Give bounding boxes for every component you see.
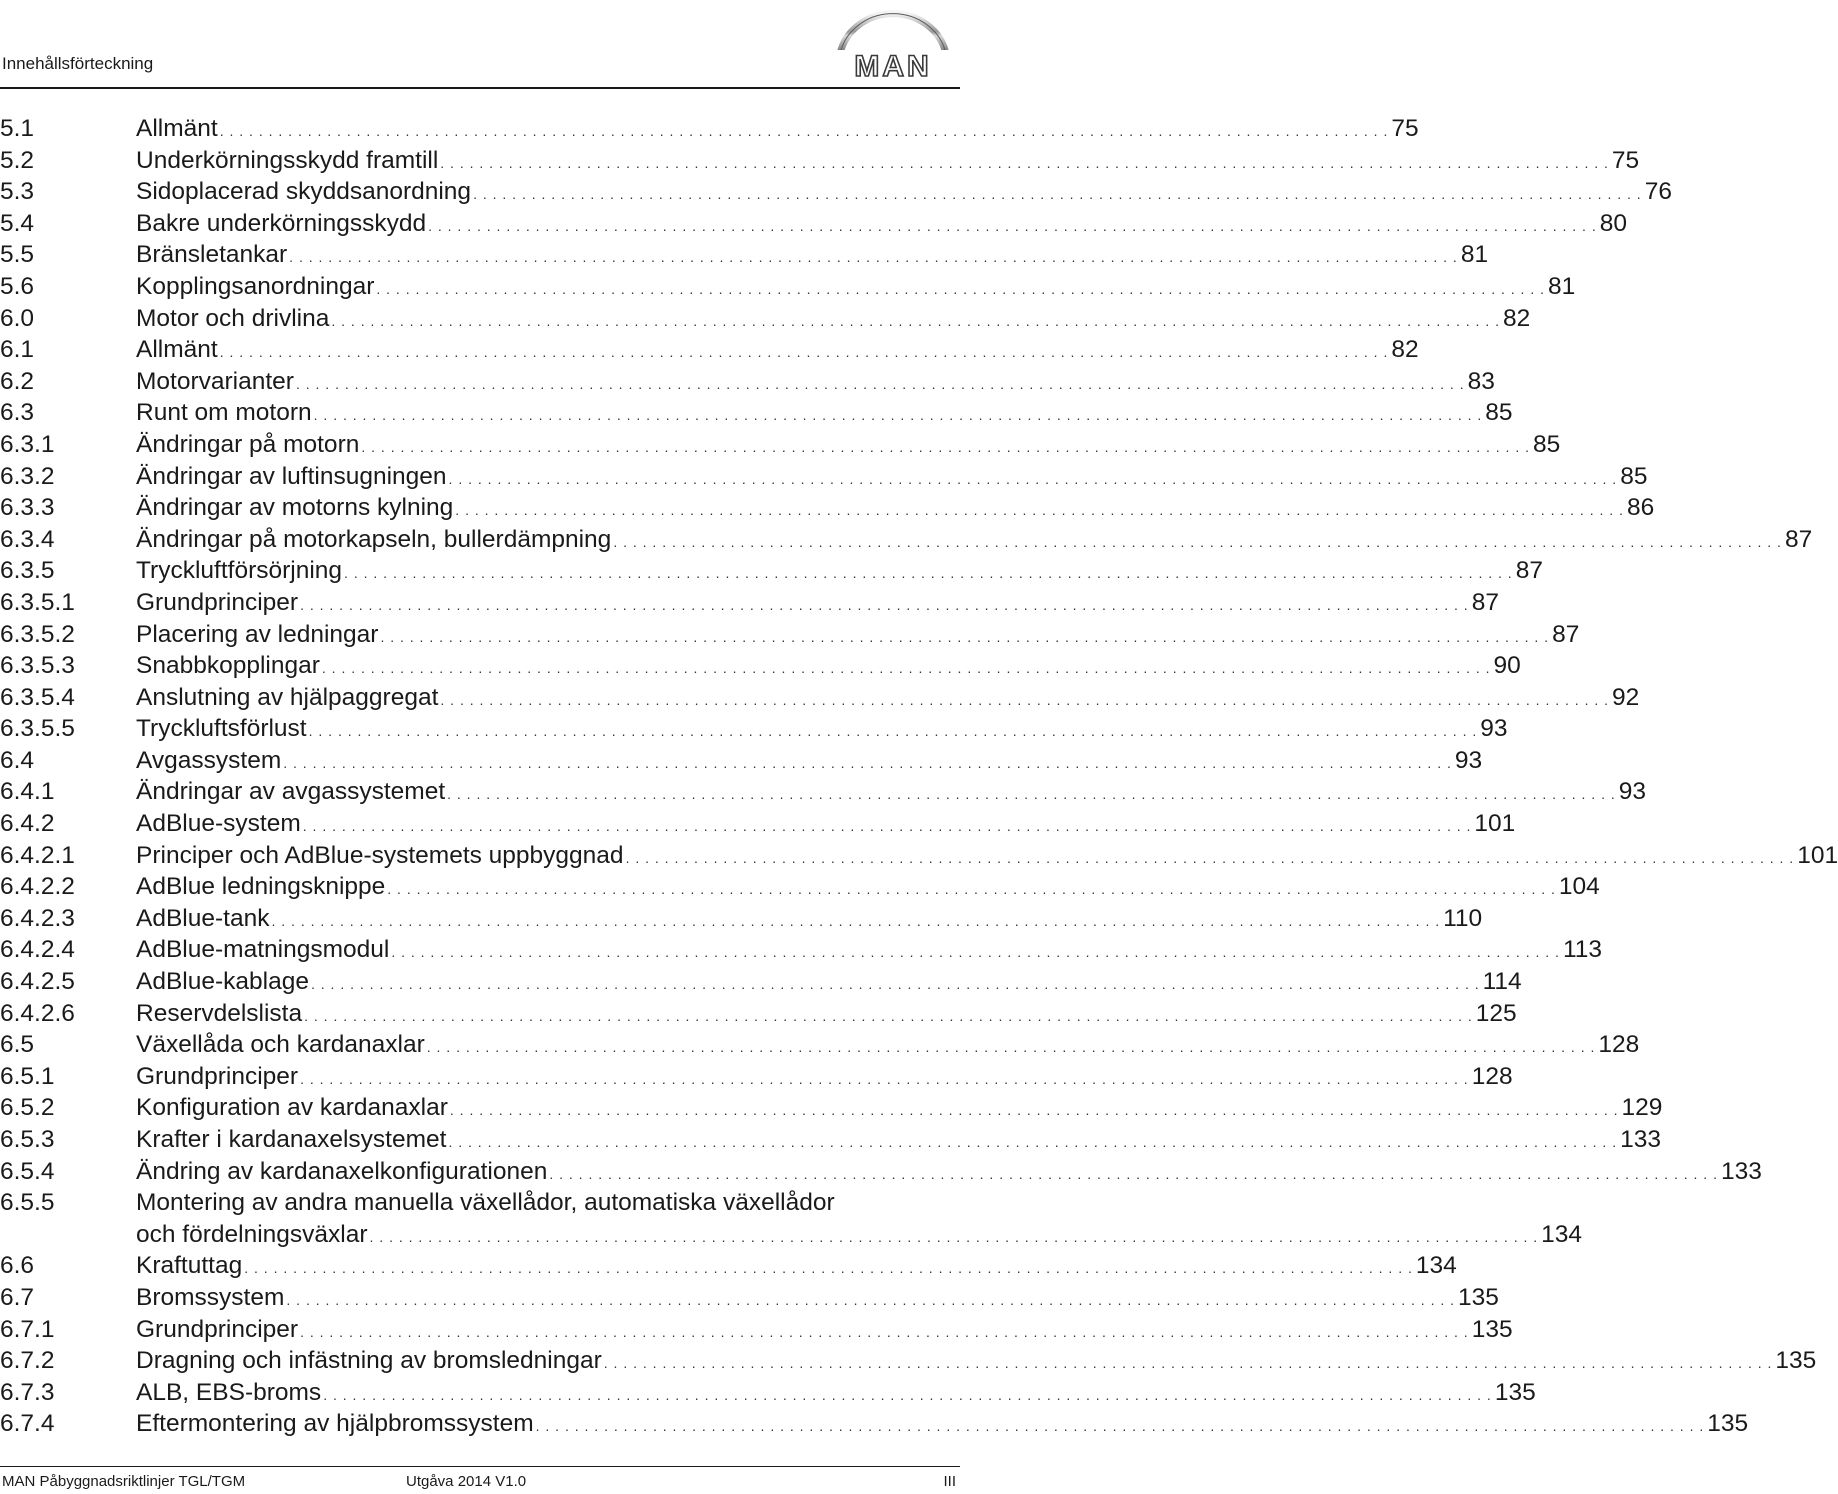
footer-edition: Utgåva 2014 V1.0: [406, 1473, 527, 1490]
toc-section-number: 6.7.1: [0, 1315, 55, 1343]
toc-title: Motor och drivlina: [136, 303, 331, 335]
toc-entry[interactable]: [0, 1061, 1513, 1093]
toc-leader-dots: . . . . . . . . . . . . . . . . . . . . . . . . . . . . . . . . . . . . . . . . . . . . . . . . . . . . . . . . . . . . . . . . . . . . . . . . . . . . . . . . . . . . . . . . . . . . . . . . . . . . . . . . . . . . . . . . . . . . . . . .: [440, 154, 1609, 171]
toc-leader-dots: . . . . . . . . . . . . . . . . . . . . . . . . . . . . . . . . . . . . . . . . . . . . . . . . . . . . . . . . . . . . . . . . . . . . . . . . . . . . . . . . . . . . . . . . . . . . . . . . . . . . . . . . . . . . . . . . . . . . . . . .: [428, 217, 1597, 234]
toc-leader-dots: . . . . . . . . . . . . . . . . . . . . . . . . . . . . . . . . . . . . . . . . . . . . . . . . . . . . . . . . . . . . . . . . . . . . . . . . . . . . . . . . . . . . . . . . . . . . . . . . . . . . . . . . . . . . . . . . . . . . . . . .: [244, 1260, 1413, 1277]
toc-section-number: 6.4: [0, 746, 35, 774]
toc-title: AdBlue-matningsmodul: [136, 934, 391, 966]
toc-title: Motorvarianter: [136, 366, 296, 398]
toc-entry[interactable]: [0, 713, 1508, 745]
toc-section-number: 6.7.2: [0, 1347, 55, 1375]
toc-title: Grundprinciper: [136, 1314, 300, 1346]
toc-section-number: 6.5.5: [0, 1189, 55, 1217]
toc-title: Avgassystem: [136, 745, 283, 777]
toc-section-number: 6.7: [0, 1283, 35, 1311]
toc-section-number: 6.3: [0, 399, 35, 427]
toc-entry[interactable]: [0, 1124, 1661, 1156]
toc-page-number: 75: [1388, 113, 1418, 145]
toc-entry[interactable]: [0, 776, 1647, 808]
toc-leader-dots: . . . . . . . . . . . . . . . . . . . . . . . . . . . . . . . . . . . . . . . . . . . . . . . . . . . . . . . . . . . . . . . . . . . . . . . . . . . . . . . . . . . . . . . . . . . . . . . . . . . . . . . . . . . . . . . . . . . . . . . .: [369, 1228, 1539, 1245]
toc-leader-dots: . . . . . . . . . . . . . . . . . . . . . . . . . . . . . . . . . . . . . . . . . . . . . . . . . . . . . . . . . . . . . . . . . . . . . . . . . . . . . . . . . . . . . . . . . . . . . . . . . . . . . . . . . . . . . . . . . . . . . . . .: [376, 280, 1546, 297]
toc-page-number: 92: [1609, 682, 1639, 714]
toc-title: Bränsletankar: [136, 239, 289, 271]
toc-page-number: 129: [1619, 1092, 1663, 1124]
toc-entry[interactable]: [0, 429, 1561, 461]
toc-entry[interactable]: [0, 555, 1543, 587]
toc-leader-dots: . . . . . . . . . . . . . . . . . . . . . . . . . . . . . . . . . . . . . . . . . . . . . . . . . . . . . . . . . . . . . . . . . . . . . . . . . . . . . . . . . . . . . . . . . . . . . . . . . . . . . . . . . . . . . . . . . . . . . . . .: [300, 1070, 1469, 1087]
toc-title: Växellåda och kardanaxlar: [136, 1029, 427, 1061]
toc-title: Dragning och infästning av bromsledningar: [136, 1345, 604, 1377]
toc-section-number: 6.3.5.3: [0, 652, 75, 680]
toc-title: Ändringar av luftinsugningen: [136, 461, 449, 493]
toc-title: Grundprinciper: [136, 587, 300, 619]
toc-title-line1: Montering av andra manuella växellådor, automatiska växellådor: [136, 1187, 837, 1219]
toc-section-number: 6.6: [0, 1252, 35, 1280]
toc-section-number: 6.4.2.2: [0, 873, 75, 901]
toc-leader-dots: . . . . . . . . . . . . . . . . . . . . . . . . . . . . . . . . . . . . . . . . . . . . . . . . . . . . . . . . . . . . . . . . . . . . . . . . . . . . . . . . . . . . . . . . . . . . . . . . . . . . . . . . . . . . . . . . . . . . . . . .: [473, 186, 1642, 203]
toc-entry[interactable]: [0, 682, 1640, 714]
toc-section-number: 6.1: [0, 336, 35, 364]
toc-title: Principer och AdBlue-systemets uppbyggnad: [136, 840, 626, 872]
toc-page-number: 81: [1458, 239, 1488, 271]
toc-section-number: 5.2: [0, 146, 35, 174]
toc-entry[interactable]: [0, 1156, 1762, 1188]
toc-section-number: 6.7.4: [0, 1410, 55, 1438]
toc-section-number: 6.5.3: [0, 1126, 55, 1153]
toc-leader-dots: . . . . . . . . . . . . . . . . . . . . . . . . . . . . . . . . . . . . . . . . . . . . . . . . . . . . . . . . . . . . . . . . . . . . . . . . . . . . . . . . . . . . . . . . . . . . . . . . . . . . . . . . . . . . . . . . . . . . . . . .: [283, 754, 1452, 771]
toc-page-number: 128: [1595, 1029, 1639, 1061]
toc-leader-dots: . . . . . . . . . . . . . . . . . . . . . . . . . . . . . . . . . . . . . . . . . . . . . . . . . . . . . . . . . . . . . . . . . . . . . . . . . . . . . . . . . . . . . . . . . . . . . . . . . . . . . . . . . . . . . . . . . . . . . . . .: [344, 565, 1513, 582]
toc-title: Underkörningsskydd framtill: [136, 145, 440, 177]
toc-entry[interactable]: [0, 113, 1419, 145]
footer-publication: MAN Påbyggnadsriktlinjer TGL/TGM: [2, 1473, 246, 1490]
toc-title: Sidoplacerad skyddsanordning: [136, 176, 473, 208]
toc-page-number: 82: [1500, 303, 1530, 335]
toc-title: Konfiguration av kardanaxlar: [136, 1092, 450, 1124]
toc-entry[interactable]: [0, 145, 1640, 177]
toc-title: Reservdelslista: [136, 998, 304, 1030]
toc-page-number: 83: [1465, 366, 1495, 398]
toc-title: Ändringar på motorkapseln, bullerdämpning: [136, 524, 613, 556]
toc-entry[interactable]: [0, 840, 1838, 872]
toc-page-number: 85: [1617, 461, 1647, 493]
footer-page-number: III: [943, 1473, 956, 1490]
toc-entry[interactable]: [0, 903, 1483, 935]
toc-title: Kopplingsanordningar: [136, 271, 376, 303]
toc-entry[interactable]: [0, 966, 1522, 998]
toc-section-number: 6.4.1: [0, 778, 55, 806]
toc-title: Anslutning av hjälpaggregat: [136, 682, 440, 714]
toc-leader-dots: . . . . . . . . . . . . . . . . . . . . . . . . . . . . . . . . . . . . . . . . . . . . . . . . . . . . . . . . . . . . . . . . . . . . . . . . . . . . . . . . . . . . . . . . . . . . . . . . . . . . . . . . . . . . . . . . . . . . . . . .: [535, 1418, 1705, 1435]
toc-entry[interactable]: [0, 619, 1580, 651]
toc-section-number: 6.4.2.3: [0, 904, 75, 932]
toc-title: ALB, EBS-broms: [136, 1377, 323, 1409]
toc-page-number: 134: [1413, 1250, 1457, 1282]
toc-entry[interactable]: [0, 1408, 1749, 1440]
toc-title: AdBlue-tank: [136, 903, 271, 935]
toc-section-number: 5.4: [0, 209, 35, 237]
toc-title: Kraftuttag: [136, 1250, 244, 1282]
toc-leader-dots: . . . . . . . . . . . . . . . . . . . . . . . . . . . . . . . . . . . . . . . . . . . . . . . . . . . . . . . . . . . . . . . . . . . . . . . . . . . . . . . . . . . . . . . . . . . . . . . . . . . . . . . . . . . . . . . . . . . . . . . .: [302, 818, 1472, 835]
toc-page-number: 135: [1455, 1282, 1499, 1314]
toc-leader-dots: . . . . . . . . . . . . . . . . . . . . . . . . . . . . . . . . . . . . . . . . . . . . . . . . . . . . . . . . . . . . . . . . . . . . . . . . . . . . . . . . . . . . . . . . . . . . . . . . . . . . . . . . . . . . . . . . . . . . . . . .: [219, 123, 1389, 139]
toc-leader-dots: . . . . . . . . . . . . . . . . . . . . . . . . . . . . . . . . . . . . . . . . . . . . . . . . . . . . . . . . . . . . . . . . . . . . . . . . . . . . . . . . . . . . . . . . . . . . . . . . . . . . . . . . . . . . . . . . . . . . . . . .: [295, 375, 1465, 392]
toc-entry[interactable]: [0, 650, 1521, 682]
toc-leader-dots: . . . . . . . . . . . . . . . . . . . . . . . . . . . . . . . . . . . . . . . . . . . . . . . . . . . . . . . . . . . . . . . . . . . . . . . . . . . . . . . . . . . . . . . . . . . . . . . . . . . . . . . . . . . . . . . . . . . . . . . .: [449, 1102, 1619, 1119]
toc-page-number: 85: [1530, 429, 1560, 461]
toc-leader-dots: . . . . . . . . . . . . . . . . . . . . . . . . . . . . . . . . . . . . . . . . . . . . . . . . . . . . . . . . . . . . . . . . . . . . . . . . . . . . . . . . . . . . . . . . . . . . . . . . . . . . . . . . . . . . . . . . . . . . . . . .: [391, 944, 1560, 961]
toc-leader-dots: . . . . . . . . . . . . . . . . . . . . . . . . . . . . . . . . . . . . . . . . . . . . . . . . . . . . . . . . . . . . . . . . . . . . . . . . . . . . . . . . . . . . . . . . . . . . . . . . . . . . . . . . . . . . . . . . . . . . . . . .: [271, 912, 1441, 929]
toc-title: Allmänt: [136, 334, 220, 366]
toc-entry[interactable]: [0, 934, 1603, 966]
toc-page-number: 87: [1469, 587, 1499, 619]
toc-leader-dots: . . . . . . . . . . . . . . . . . . . . . . . . . . . . . . . . . . . . . . . . . . . . . . . . . . . . . . . . . . . . . . . . . . . . . . . . . . . . . . . . . . . . . . . . . . . . . . . . . . . . . . . . . . . . . . . . . . . . . . . .: [448, 470, 1618, 487]
toc-entry[interactable]: [0, 208, 1627, 240]
toc-leader-dots: . . . . . . . . . . . . . . . . . . . . . . . . . . . . . . . . . . . . . . . . . . . . . . . . . . . . . . . . . . . . . . . . . . . . . . . . . . . . . . . . . . . . . . . . . . . . . . . . . . . . . . . . . . . . . . . . . . . . . . . .: [286, 1291, 1456, 1308]
toc-page-number: 101: [1471, 808, 1515, 840]
toc-title: AdBlue ledningsknippe: [136, 871, 387, 903]
toc-section-number: 6.5.1: [0, 1062, 55, 1090]
toc-title: Bromssystem: [136, 1282, 286, 1314]
toc-title: AdBlue-kablage: [136, 966, 311, 998]
toc-section-number: 6.5.2: [0, 1094, 55, 1122]
toc-title: Grundprinciper: [136, 1061, 300, 1093]
toc-section-number: 6.5: [0, 1031, 35, 1059]
toc-entry[interactable]: [0, 1282, 1499, 1314]
toc-leader-dots: . . . . . . . . . . . . . . . . . . . . . . . . . . . . . . . . . . . . . . . . . . . . . . . . . . . . . . . . . . . . . . . . . . . . . . . . . . . . . . . . . . . . . . . . . . . . . . . . . . . . . . . . . . . . . . . . . . . . . . . .: [440, 691, 1610, 708]
toc-entry[interactable]: [0, 176, 1672, 208]
page-header-title: Innehållsförteckning: [2, 54, 154, 73]
toc-leader-dots: . . . . . . . . . . . . . . . . . . . . . . . . . . . . . . . . . . . . . . . . . . . . . . . . . . . . . . . . . . . . . . . . . . . . . . . . . . . . . . . . . . . . . . . . . . . . . . . . . . . . . . . . . . . . . . . . . . . . . . . .: [308, 723, 1478, 740]
toc-page-number: 110: [1440, 903, 1482, 935]
toc-title: Allmänt: [136, 113, 220, 145]
toc-page-number: 85: [1482, 397, 1512, 429]
toc-entry[interactable]: [0, 587, 1499, 619]
toc-leader-dots: . . . . . . . . . . . . . . . . . . . . . . . . . . . . . . . . . . . . . . . . . . . . . . . . . . . . . . . . . . . . . . . . . . . . . . . . . . . . . . . . . . . . . . . . . . . . . . . . . . . . . . . . . . . . . . . . . . . . . . . .: [387, 881, 1556, 898]
toc-entry[interactable]: [0, 745, 1483, 777]
toc-section-number: 5.1: [0, 115, 35, 142]
toc-page-number: 135: [1772, 1345, 1816, 1377]
toc-entry[interactable]: [0, 492, 1655, 524]
toc-leader-dots: . . . . . . . . . . . . . . . . . . . . . . . . . . . . . . . . . . . . . . . . . . . . . . . . . . . . . . . . . . . . . . . . . . . . . . . . . . . . . . . . . . . . . . . . . . . . . . . . . . . . . . . . . . . . . . . . . . . . . . . .: [613, 533, 1782, 550]
toc-entry[interactable]: [0, 271, 1576, 303]
toc-leader-dots: . . . . . . . . . . . . . . . . . . . . . . . . . . . . . . . . . . . . . . . . . . . . . . . . . . . . . . . . . . . . . . . . . . . . . . . . . . . . . . . . . . . . . . . . . . . . . . . . . . . . . . . . . . . . . . . . . . . . . . . .: [549, 1165, 1718, 1182]
toc-page-number: 86: [1624, 492, 1654, 524]
toc-section-number: 6.3.2: [0, 462, 55, 490]
toc-page-number: 134: [1538, 1219, 1582, 1251]
toc-section-number: 5.3: [0, 178, 35, 206]
toc-page-number: 90: [1491, 650, 1521, 682]
header-divider: [0, 87, 960, 89]
toc-title: Ändringar av motorns kylning: [136, 492, 455, 524]
toc-page-number: 113: [1560, 934, 1602, 966]
toc-leader-dots: . . . . . . . . . . . . . . . . . . . . . . . . . . . . . . . . . . . . . . . . . . . . . . . . . . . . . . . . . . . . . . . . . . . . . . . . . . . . . . . . . . . . . . . . . . . . . . . . . . . . . . . . . . . . . . . . . . . . . . . .: [447, 786, 1616, 803]
toc-leader-dots: . . . . . . . . . . . . . . . . . . . . . . . . . . . . . . . . . . . . . . . . . . . . . . . . . . . . . . . . . . . . . . . . . . . . . . . . . . . . . . . . . . . . . . . . . . . . . . . . . . . . . . . . . . . . . . . . . . . . . . . .: [219, 344, 1389, 361]
table-of-contents: [0, 113, 1838, 1440]
toc-section-number: 6.3.4: [0, 525, 55, 553]
toc-entry[interactable]: [0, 461, 1648, 493]
toc-page-number: 87: [1549, 619, 1579, 651]
toc-section-number: 6.4.2.4: [0, 936, 75, 964]
toc-title: Bakre underkörningsskydd: [136, 208, 428, 240]
toc-entry[interactable]: [0, 1250, 1457, 1282]
toc-section-number: 6.5.4: [0, 1157, 55, 1185]
toc-title: och fördelningsväxlar: [136, 1219, 370, 1251]
toc-leader-dots: . . . . . . . . . . . . . . . . . . . . . . . . . . . . . . . . . . . . . . . . . . . . . . . . . . . . . . . . . . . . . . . . . . . . . . . . . . . . . . . . . . . . . . . . . . . . . . . . . . . . . . . . . . . . . . . . . . . . . . . .: [321, 660, 1491, 677]
toc-title: Ändringar av avgassystemet: [136, 776, 447, 808]
toc-entry[interactable]: [0, 1377, 1536, 1409]
toc-entry[interactable]: [0, 998, 1517, 1030]
toc-title: Runt om motorn: [136, 397, 314, 429]
toc-section-number: 6.4.2: [0, 810, 55, 838]
man-logo: [826, 2, 960, 84]
toc-section-number: 6.7.3: [0, 1378, 55, 1406]
toc-section-number: 5.5: [0, 241, 35, 269]
logo-wordmark: MAN: [854, 50, 932, 83]
toc-page-number: 82: [1388, 334, 1418, 366]
toc-section-number: 6.3.5.2: [0, 620, 75, 648]
toc-entry[interactable]: [0, 303, 1531, 335]
toc-entry[interactable]: [0, 1092, 1663, 1124]
toc-page-number: 104: [1556, 871, 1600, 903]
toc-page-number: 135: [1704, 1408, 1748, 1440]
toc-leader-dots: . . . . . . . . . . . . . . . . . . . . . . . . . . . . . . . . . . . . . . . . . . . . . . . . . . . . . . . . . . . . . . . . . . . . . . . . . . . . . . . . . . . . . . . . . . . . . . . . . . . . . . . . . . . . . . . . . . . . . . . .: [625, 849, 1795, 866]
toc-entry[interactable]: [0, 334, 1419, 366]
toc-title: AdBlue-system: [136, 808, 303, 840]
toc-page-number: 114: [1480, 966, 1522, 998]
toc-page-number: 133: [1617, 1124, 1661, 1156]
toc-entry[interactable]: [0, 239, 1489, 271]
toc-page-number: 75: [1609, 145, 1639, 177]
toc-page-number: 125: [1473, 998, 1517, 1030]
toc-leader-dots: . . . . . . . . . . . . . . . . . . . . . . . . . . . . . . . . . . . . . . . . . . . . . . . . . . . . . . . . . . . . . . . . . . . . . . . . . . . . . . . . . . . . . . . . . . . . . . . . . . . . . . . . . . . . . . . . . . . . . . . .: [300, 596, 1469, 613]
toc-leader-dots: . . . . . . . . . . . . . . . . . . . . . . . . . . . . . . . . . . . . . . . . . . . . . . . . . . . . . . . . . . . . . . . . . . . . . . . . . . . . . . . . . . . . . . . . . . . . . . . . . . . . . . . . . . . . . . . . . . . . . . . .: [289, 249, 1458, 266]
toc-title: Krafter i kardanaxelsystemet: [136, 1124, 448, 1156]
toc-section-number: 6.3.3: [0, 494, 55, 522]
toc-entry[interactable]: [0, 808, 1516, 840]
toc-title: Placering av ledningar: [136, 619, 380, 651]
toc-section-number: 6.4.2.5: [0, 968, 75, 996]
toc-title: Eftermontering av hjälpbromssystem: [136, 1408, 536, 1440]
toc-page-number: 93: [1477, 713, 1507, 745]
toc-section-number: 6.3.5.1: [0, 588, 75, 616]
toc-page-number: 80: [1597, 208, 1627, 240]
toc-entry[interactable]: [0, 1345, 1817, 1377]
toc-leader-dots: . . . . . . . . . . . . . . . . . . . . . . . . . . . . . . . . . . . . . . . . . . . . . . . . . . . . . . . . . . . . . . . . . . . . . . . . . . . . . . . . . . . . . . . . . . . . . . . . . . . . . . . . . . . . . . . . . . . . . . . .: [380, 628, 1550, 645]
toc-entry[interactable]: [0, 1187, 1583, 1250]
toc-page-number: 81: [1545, 271, 1575, 303]
toc-page-number: 133: [1718, 1156, 1762, 1188]
toc-title: Tryckluftförsörjning: [136, 555, 344, 587]
toc-page-number: 87: [1513, 555, 1543, 587]
toc-leader-dots: . . . . . . . . . . . . . . . . . . . . . . . . . . . . . . . . . . . . . . . . . . . . . . . . . . . . . . . . . . . . . . . . . . . . . . . . . . . . . . . . . . . . . . . . . . . . . . . . . . . . . . . . . . . . . . . . . . . . . . . .: [426, 1039, 1596, 1056]
toc-entry[interactable]: [0, 524, 1813, 556]
toc-page-number: 128: [1469, 1061, 1513, 1093]
toc-page-number: 93: [1452, 745, 1482, 777]
toc-entry[interactable]: [0, 366, 1495, 398]
toc-entry[interactable]: [0, 871, 1600, 903]
toc-leader-dots: . . . . . . . . . . . . . . . . . . . . . . . . . . . . . . . . . . . . . . . . . . . . . . . . . . . . . . . . . . . . . . . . . . . . . . . . . . . . . . . . . . . . . . . . . . . . . . . . . . . . . . . . . . . . . . . . . . . . . . . .: [603, 1355, 1773, 1372]
toc-leader-dots: . . . . . . . . . . . . . . . . . . . . . . . . . . . . . . . . . . . . . . . . . . . . . . . . . . . . . . . . . . . . . . . . . . . . . . . . . . . . . . . . . . . . . . . . . . . . . . . . . . . . . . . . . . . . . . . . . . . . . . . .: [323, 1386, 1492, 1403]
toc-section-number: 6.3.5.5: [0, 715, 75, 743]
toc-section-number: 6.4.2.1: [0, 841, 75, 869]
toc-title: Snabbkopplingar: [136, 650, 322, 682]
toc-leader-dots: . . . . . . . . . . . . . . . . . . . . . . . . . . . . . . . . . . . . . . . . . . . . . . . . . . . . . . . . . . . . . . . . . . . . . . . . . . . . . . . . . . . . . . . . . . . . . . . . . . . . . . . . . . . . . . . . . . . . . . . .: [313, 407, 1483, 424]
toc-page-number: 135: [1469, 1314, 1513, 1346]
toc-section-number: 6.3.5.4: [0, 683, 75, 711]
toc-page-number: 87: [1782, 524, 1812, 556]
toc-leader-dots: . . . . . . . . . . . . . . . . . . . . . . . . . . . . . . . . . . . . . . . . . . . . . . . . . . . . . . . . . . . . . . . . . . . . . . . . . . . . . . . . . . . . . . . . . . . . . . . . . . . . . . . . . . . . . . . . . . . . . . . .: [455, 502, 1624, 519]
toc-page-number: 93: [1616, 776, 1646, 808]
toc-leader-dots: . . . . . . . . . . . . . . . . . . . . . . . . . . . . . . . . . . . . . . . . . . . . . . . . . . . . . . . . . . . . . . . . . . . . . . . . . . . . . . . . . . . . . . . . . . . . . . . . . . . . . . . . . . . . . . . . . . . . . . . .: [361, 438, 1530, 455]
toc-section-number: 6.0: [0, 304, 35, 332]
toc-section-number: 5.6: [0, 272, 35, 300]
toc-page-number: 76: [1642, 176, 1672, 208]
toc-entry[interactable]: [0, 1314, 1513, 1346]
toc-section-number: 6.3.5: [0, 557, 55, 585]
toc-entry[interactable]: [0, 397, 1513, 429]
toc-leader-dots: . . . . . . . . . . . . . . . . . . . . . . . . . . . . . . . . . . . . . . . . . . . . . . . . . . . . . . . . . . . . . . . . . . . . . . . . . . . . . . . . . . . . . . . . . . . . . . . . . . . . . . . . . . . . . . . . . . . . . . . .: [448, 1134, 1618, 1150]
toc-page-number: 135: [1492, 1377, 1536, 1409]
toc-leader-dots: . . . . . . . . . . . . . . . . . . . . . . . . . . . . . . . . . . . . . . . . . . . . . . . . . . . . . . . . . . . . . . . . . . . . . . . . . . . . . . . . . . . . . . . . . . . . . . . . . . . . . . . . . . . . . . . . . . . . . . . .: [331, 312, 1500, 329]
toc-section-number: 6.2: [0, 367, 35, 395]
toc-leader-dots: . . . . . . . . . . . . . . . . . . . . . . . . . . . . . . . . . . . . . . . . . . . . . . . . . . . . . . . . . . . . . . . . . . . . . . . . . . . . . . . . . . . . . . . . . . . . . . . . . . . . . . . . . . . . . . . . . . . . . . . .: [310, 976, 1480, 993]
toc-leader-dots: . . . . . . . . . . . . . . . . . . . . . . . . . . . . . . . . . . . . . . . . . . . . . . . . . . . . . . . . . . . . . . . . . . . . . . . . . . . . . . . . . . . . . . . . . . . . . . . . . . . . . . . . . . . . . . . . . . . . . . . .: [300, 1323, 1469, 1340]
toc-section-number: 6.4.2.6: [0, 999, 75, 1027]
toc-title: Tryckluftsförlust: [136, 713, 309, 745]
toc-title: Ändring av kardanaxelkonfigurationen: [136, 1156, 549, 1188]
toc-title: Ändringar på motorn: [136, 429, 361, 461]
toc-section-number: 6.3.1: [0, 430, 55, 458]
toc-page-number: 101: [1794, 840, 1838, 872]
footer-divider: [0, 1466, 960, 1467]
toc-leader-dots: . . . . . . . . . . . . . . . . . . . . . . . . . . . . . . . . . . . . . . . . . . . . . . . . . . . . . . . . . . . . . . . . . . . . . . . . . . . . . . . . . . . . . . . . . . . . . . . . . . . . . . . . . . . . . . . . . . . . . . . .: [304, 1007, 1473, 1024]
toc-entry[interactable]: [0, 1029, 1640, 1061]
